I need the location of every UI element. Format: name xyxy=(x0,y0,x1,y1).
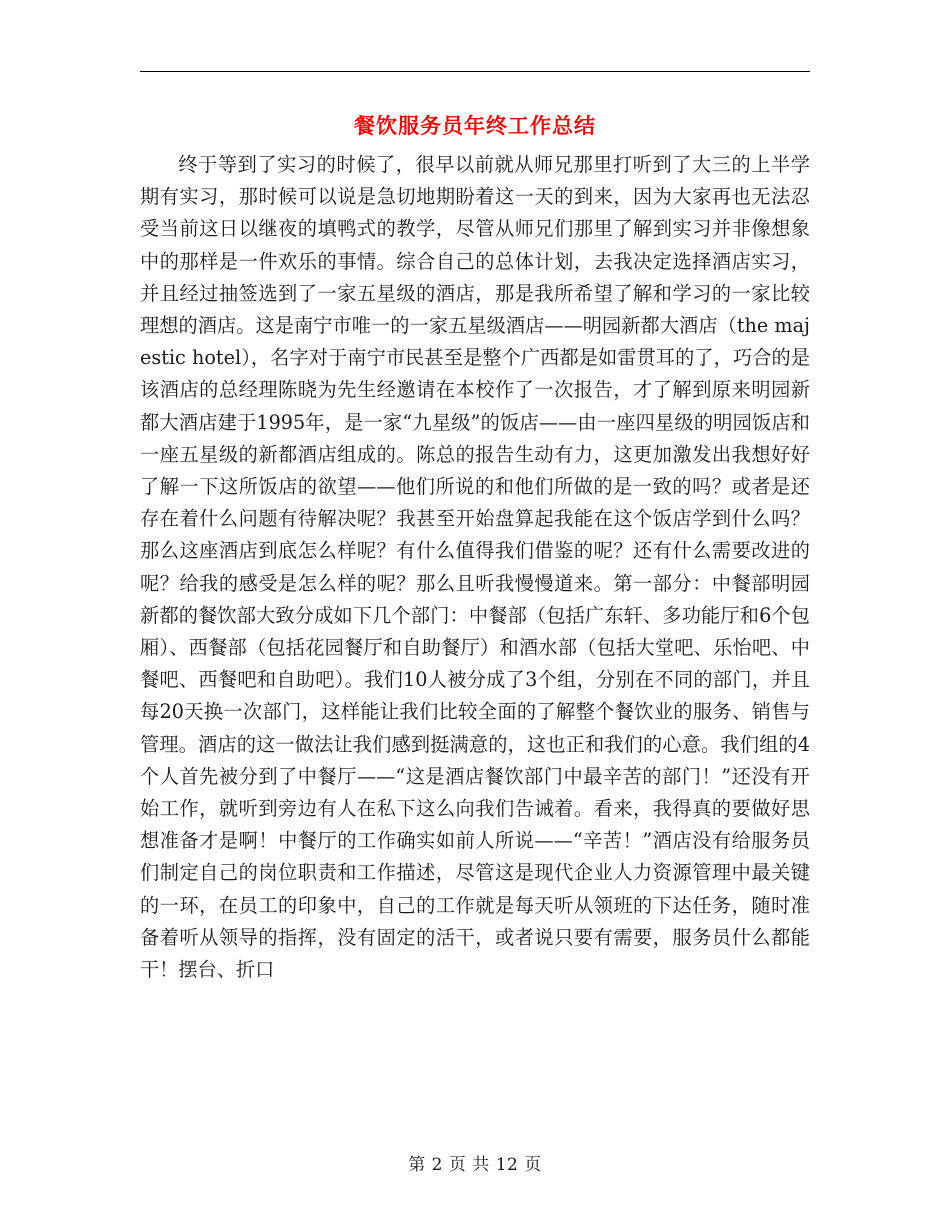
page-footer: 第 2 页 共 12 页 xyxy=(408,1155,542,1175)
document-title: 餐饮服务员年终工作总结 xyxy=(354,113,596,138)
document-body xyxy=(140,149,810,986)
header-rule xyxy=(140,71,810,72)
body-paragraph: 终于等到了实习的时候了，很早以前就从师兄那里打听到了大三的上半学期有实习，那时候可以说是急切地期盼着这一天的到来，因为大家再也无法忍受当前这日以继夜的填鸭式的教学，尽管从师兄们那里了解到实习并非像想象中的那样是一件欢乐的事情。综合自己的总体计划，去我决定选择酒店实习，并且经过抽签选到了一家五星级的酒店，那是我所希望了解和学习的一家比较理想的酒店。这是南宁市唯一的一家五星级酒店——明园新都大酒店（the majestic hotel），名字对于南宁市民甚至是整个广西都是如雷贯耳的了，巧合的是该酒店的总经理陈晓为先生经邀请在本校作了一次报告，才了解到原来明园新都大酒店建于1995年，是一家“九星级”的饭店——由一座四星级的明园饭店和一座五星级的新都酒店组成的。陈总的报告生动有力，这更加激发出我想好好了解一下这所饭店的欲望——他们所说的和他们所做的是一致的吗？或者是还存在着什么问题有待解决呢？我甚至开始盘算起我能在这个饭店学到什么吗？那么这座酒店到底怎么样呢？有什么值得我们借鉴的呢？还有什么需要改进的呢？给我的感受是怎么样的呢？那么且听我慢慢道来。第一部分：中餐部明园新都的餐饮部大致分成如下几个部门：中餐部（包括广东轩、多功能厅和6个包厢）、西餐部（包括花园餐厅和自助餐厅）和酒水部（包括大堂吧、乐怡吧、中餐吧、西餐吧和自助吧）。我们10人被分成了3个组，分别在不同的部门，并且每20天换一次部门，这样能让我们比较全面的了解整个餐饮业的服务、销售与管理。酒店的这一做法让我们感到挺满意的，这也正和我们的心意。我们组的4个人首先被分到了中餐厅——“这是酒店餐饮部门中最辛苦的部门！”还没有开始工作，就听到旁边有人在私下这么向我们告诫着。看来，我得真的要做好思想准备才是啊！中餐厅的工作确实如前人所说——“辛苦！”酒店没有给服务员们制定自己的岗位职责和工作描述，尽管这是现代企业人力资源管理中最关键的一环，在员工的印象中，自己的工作就是每天听从领班的下达任务，随时准备着听从领导的指挥，没有固定的活干，或者说只要有需要，服务员什么都能干！摆台、折口 xyxy=(140,153,810,982)
